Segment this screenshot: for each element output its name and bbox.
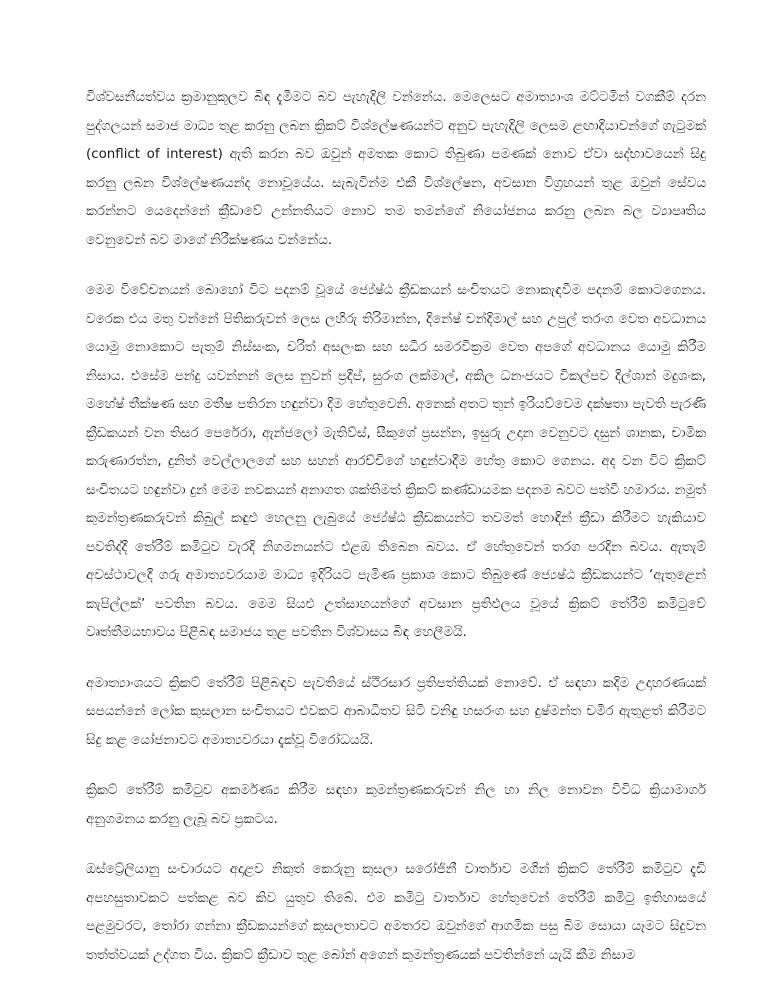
paragraph-4: ක්‍රිකට් තේරීම් කමිටුව අකර්මණ්‍ය කිරීම සඳහා කුමන්ත්‍රණකරුවන් නිල හා නිල නොවන විවිධ ක්‍රියාමාර්ග අනුගමනය කරනු ලැබූ බව ප්‍රකටය.: [86, 783, 706, 827]
paragraph-3: අමාත්‍යාංශයට ක්‍රිකට් තේරීම් පිළිබඳව පැවතියේ ස්ථිරසාර ප්‍රතිපත්තියක් නොවේ. ඒ සඳහා කදිම උදාහරණයක් සපයන්නේ ලෝක කුසලාන සංචිතයට එවකට ආබාධිතව සිටි වනිඳු හසරංග සහ දුෂ්මන්ත චමීර ඇතුළත් කිරීමට සිදු කළ යෝජනාවට අමාත්‍යවරයා දැක්වූ විරෝධයයි.: [86, 675, 706, 748]
paragraph-5: ඔස්ට්‍රේලියානු සංචාරයට අදාළව නිකුත් කෙරුනු කුසලා සරෝජිනී වාර්තාව මගින් ක්‍රිකට් තේරීම් කමිටුව දැඩි අපහසුතාවකට පත්කළ බව කිව යුතුව තිබේ. එම කමිටු වාර්තාව හේතුවෙන් තේරීම් කමිටු ඉතිහාසයේ පළමුවරට, තෝරා ගන්නා ක්‍රීඩකයන්ගේ කුසලතාවට අමතරව ඔවුන්ගේ ආගමික පසු බිම සොයා යෑමට සිදුවන තත්ත්වයක් උද්ගත විය. ක්‍රිකට් ක්‍රීඩාව තුළ බෝන් අගෙන් කුමන්ත්‍රණයක් පවතින්නේ යැයි කීම නිසාම: [86, 862, 706, 963]
paragraph-1: විශ්වසනීයත්වය ක්‍රමානුකූලව බිඳ දැමීමට බව පැහැදිලි වන්නේය. මෙලෙසට අමාත්‍යාංශ මට්ටමින් වගකීම් දරන පුද්ගලයන් සමාජ මාධ්‍ය තුළ කරනු ලබන ක්‍රිකට් විශ්ලේෂණයන්ට අනුව පැහැදිලි ලෙසම ළඟාදියාවන්ගේ ගැටුමක් (conflict of interest) ඇති කරන බව ඔවුන් අමතක කොට තිබුණා පමණක් නොව ඒවා සද්භාවයෙන් සිදු කරනු ලබන විශ්ලේෂණයන්ද නොවූයේය. සැබැවින්ම එකී විශ්ලේෂන, අවසාන විග්‍රහයන් තුළ ඔවුන් සේවය කරන්නට යෙදෙන්නේ ක්‍රීඩාවේ උන්නතියට නොව තම තමන්ගේ නියෝජනය කරනු ලබන බල ව්‍යාපෘතිය වෙනුවෙන් බව මාගේ නිරීක්ෂණය වන්නේය.: [86, 90, 706, 248]
paragraph-2: මෙම විවේචනයන් බොහෝ විට පදනම් වූයේ ජ්‍යේෂ්ඨ ක්‍රීඩකයන් සංචිතයට නොකැඳවීම පදනම් කොටගෙනය. වරෙක එය මතු වන්නේ පිතිකරුවන් ලෙස ලහිරු තිරිමාන්න, දිනේෂ් චන්දිමාල් සහ උපුල් තරංග වෙත අවධානය යොමු නොකොට පැතුම් නිස්සංක, චරිත් අසලංක සහ සධීර සමරවික්‍රම වෙත අපගේ අවධානය යොමු කිරීම නිසාය. එසේම පන්දු යවන්නන් ලෙස නුවන් ප්‍රදීප්, සුරංග ලක්මාල්, අකිල ධනංජයට විකල්පව දිල්ශාන් මදුශංක, මහේෂ් තීක්ෂණ සහ මතීෂ පතිරන හඳුන්වා දීම හේතුවෙනි. අනෙක් අතට තුන් ඉරියව්වෙම දක්ෂතා පැවති පැරණි ක්‍රීඩකයන් වන තිසර පෙරේරා, ඇන්ජලෝ මැතිව්ස්, සීකුගේ ප්‍රසන්න, ඉසුරු උදාන වෙනුවට දසුන් ශානක, චාමික කරුණාරත්න, දුනිත් වෙල්ලාලගේ සහ සහන් ආරච්චිගේ හඳුන්වාදීම හේතු කොට ගෙනය. අද වන විට ක්‍රිකට් සංචිතයට හඳුන්වා දුන් මෙම නවකයන් අනාගත ශක්තිමත් ක්‍රිකට් කණ්ඩායමක පදනම බවට පත්වී හමාරය. නමුත් කුමන්ත්‍රණකරුවන් කිබුල් කඳුළු හෙලනු ලැබුයේ ජ්‍යේෂ්ඨ ක්‍රීඩකයන්ට තවමත් හොඳින් ක්‍රීඩා කිරීමට හැකියාව පවතිද්දී තේරීම් කමිටුව වැරදි නිගමනයන්ට එළඹ තිබෙන බවය. ඒ හේතුවෙන් තරග පරදින බවය. ඇතැම් අවස්ථාවලදී ගරු අමාත්‍යවරයාම මාධ්‍ය ඉදිරියට පැමිණ ප්‍රකාශ කොට තිබුණේ ජ්‍යෙෂ්ඨ ක්‍රීඩකයන්ට ‘ඇතුළෙන් කැපිල්ලක්’ පවතින බවය. මෙම සියළු උත්සාහයන්ගේ අවසාන ප්‍රතිඵලය වූයේ ක්‍රිකට් තේරීම් කමිටුවේ වෘත්තීමයභාවය පිළිබඳ සමාජය තුළ පවතින විශ්වාසය බිඳ හෙලීමයි.: [86, 283, 706, 640]
document-page: [86, 84, 706, 970]
